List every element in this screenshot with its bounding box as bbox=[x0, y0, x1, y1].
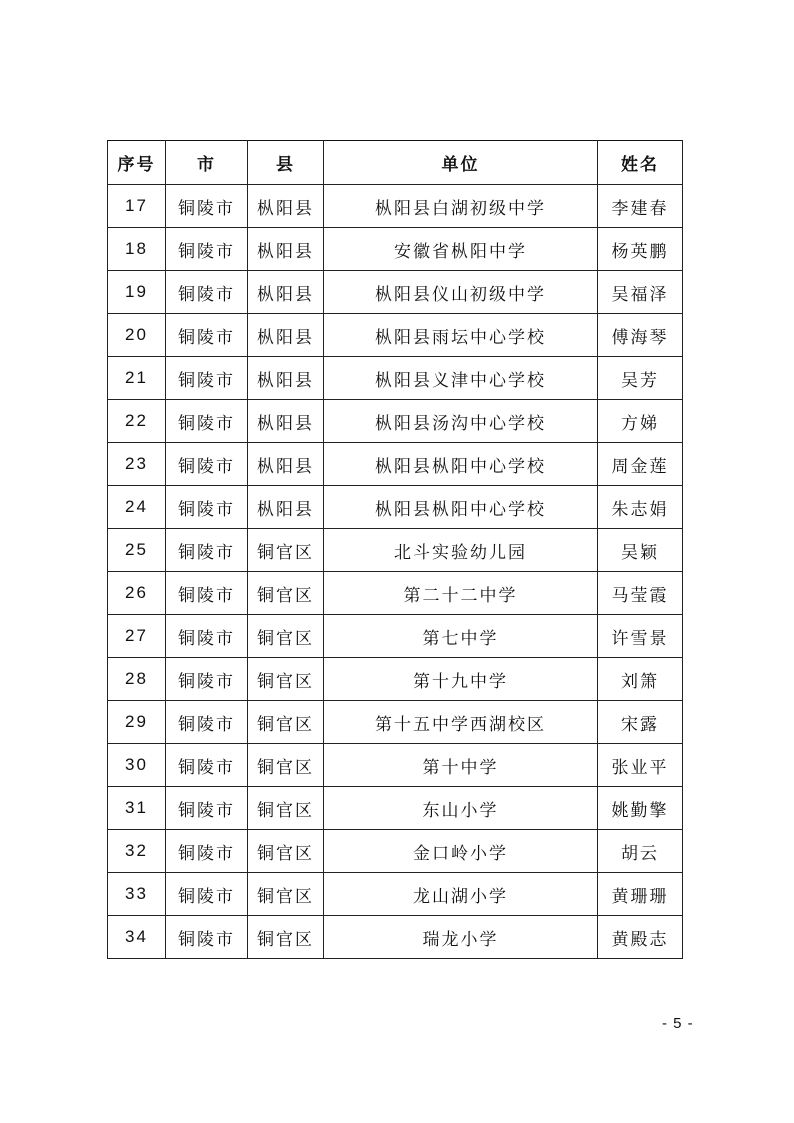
cell-city: 铜陵市 bbox=[166, 701, 248, 744]
cell-city: 铜陵市 bbox=[166, 314, 248, 357]
cell-unit: 第二十二中学 bbox=[324, 572, 598, 615]
cell-index: 19 bbox=[108, 271, 166, 314]
cell-person-name: 杨英鹏 bbox=[598, 228, 683, 271]
table-row bbox=[108, 529, 683, 572]
cell-county: 铜官区 bbox=[248, 658, 324, 701]
table-row bbox=[108, 400, 683, 443]
cell-unit: 第十五中学西湖校区 bbox=[324, 701, 598, 744]
cell-unit: 第十中学 bbox=[324, 744, 598, 787]
cell-county: 铜官区 bbox=[248, 701, 324, 744]
table-row bbox=[108, 572, 683, 615]
cell-unit: 枞阳县枞阳中心学校 bbox=[324, 486, 598, 529]
table-row bbox=[108, 916, 683, 959]
table-body bbox=[108, 185, 683, 959]
cell-unit: 枞阳县义津中心学校 bbox=[324, 357, 598, 400]
cell-city: 铜陵市 bbox=[166, 787, 248, 830]
cell-index: 34 bbox=[108, 916, 166, 959]
cell-index: 17 bbox=[108, 185, 166, 228]
table-row bbox=[108, 830, 683, 873]
cell-person-name: 胡云 bbox=[598, 830, 683, 873]
cell-city: 铜陵市 bbox=[166, 228, 248, 271]
table-row bbox=[108, 744, 683, 787]
cell-index: 23 bbox=[108, 443, 166, 486]
cell-county: 枞阳县 bbox=[248, 443, 324, 486]
cell-city: 铜陵市 bbox=[166, 916, 248, 959]
cell-unit: 枞阳县汤沟中心学校 bbox=[324, 400, 598, 443]
cell-county: 铜官区 bbox=[248, 572, 324, 615]
cell-person-name: 宋露 bbox=[598, 701, 683, 744]
cell-index: 28 bbox=[108, 658, 166, 701]
cell-person-name: 朱志娟 bbox=[598, 486, 683, 529]
cell-city: 铜陵市 bbox=[166, 271, 248, 314]
cell-index: 26 bbox=[108, 572, 166, 615]
table-header-row bbox=[108, 141, 683, 185]
cell-person-name: 吴芳 bbox=[598, 357, 683, 400]
cell-unit: 瑞龙小学 bbox=[324, 916, 598, 959]
table-row bbox=[108, 787, 683, 830]
cell-unit: 东山小学 bbox=[324, 787, 598, 830]
cell-county: 枞阳县 bbox=[248, 400, 324, 443]
cell-county: 铜官区 bbox=[248, 873, 324, 916]
cell-city: 铜陵市 bbox=[166, 830, 248, 873]
cell-person-name: 吴福泽 bbox=[598, 271, 683, 314]
table-row bbox=[108, 443, 683, 486]
table-row bbox=[108, 357, 683, 400]
table-row bbox=[108, 615, 683, 658]
cell-county: 枞阳县 bbox=[248, 185, 324, 228]
cell-person-name: 傅海琴 bbox=[598, 314, 683, 357]
cell-unit: 第十九中学 bbox=[324, 658, 598, 701]
cell-person-name: 刘箫 bbox=[598, 658, 683, 701]
cell-city: 铜陵市 bbox=[166, 615, 248, 658]
cell-unit: 枞阳县雨坛中心学校 bbox=[324, 314, 598, 357]
cell-county: 铜官区 bbox=[248, 529, 324, 572]
cell-person-name: 姚勤擎 bbox=[598, 787, 683, 830]
cell-county: 枞阳县 bbox=[248, 357, 324, 400]
cell-city: 铜陵市 bbox=[166, 873, 248, 916]
table-row bbox=[108, 228, 683, 271]
table-row bbox=[108, 658, 683, 701]
cell-index: 29 bbox=[108, 701, 166, 744]
cell-unit: 枞阳县白湖初级中学 bbox=[324, 185, 598, 228]
table-row bbox=[108, 185, 683, 228]
cell-person-name: 许雪景 bbox=[598, 615, 683, 658]
cell-index: 31 bbox=[108, 787, 166, 830]
cell-index: 25 bbox=[108, 529, 166, 572]
header-city: 市 bbox=[166, 141, 248, 185]
cell-county: 枞阳县 bbox=[248, 486, 324, 529]
cell-city: 铜陵市 bbox=[166, 572, 248, 615]
table-row bbox=[108, 314, 683, 357]
cell-city: 铜陵市 bbox=[166, 486, 248, 529]
roster-table bbox=[107, 140, 683, 959]
cell-unit: 枞阳县枞阳中心学校 bbox=[324, 443, 598, 486]
cell-person-name: 吴颖 bbox=[598, 529, 683, 572]
cell-county: 铜官区 bbox=[248, 744, 324, 787]
table-row bbox=[108, 701, 683, 744]
header-county: 县 bbox=[248, 141, 324, 185]
header-index: 序号 bbox=[108, 141, 166, 185]
cell-index: 33 bbox=[108, 873, 166, 916]
cell-city: 铜陵市 bbox=[166, 443, 248, 486]
cell-unit: 安徽省枞阳中学 bbox=[324, 228, 598, 271]
cell-index: 24 bbox=[108, 486, 166, 529]
cell-index: 22 bbox=[108, 400, 166, 443]
table-row bbox=[108, 271, 683, 314]
cell-city: 铜陵市 bbox=[166, 529, 248, 572]
cell-unit: 第七中学 bbox=[324, 615, 598, 658]
cell-city: 铜陵市 bbox=[166, 400, 248, 443]
cell-index: 21 bbox=[108, 357, 166, 400]
header-name: 姓名 bbox=[598, 141, 683, 185]
cell-city: 铜陵市 bbox=[166, 658, 248, 701]
page-number: - 5 - bbox=[662, 1015, 694, 1032]
table-row bbox=[108, 486, 683, 529]
cell-unit: 枞阳县仪山初级中学 bbox=[324, 271, 598, 314]
cell-index: 30 bbox=[108, 744, 166, 787]
cell-person-name: 方娣 bbox=[598, 400, 683, 443]
cell-county: 枞阳县 bbox=[248, 271, 324, 314]
cell-person-name: 李建春 bbox=[598, 185, 683, 228]
cell-city: 铜陵市 bbox=[166, 357, 248, 400]
cell-index: 32 bbox=[108, 830, 166, 873]
cell-index: 27 bbox=[108, 615, 166, 658]
cell-index: 18 bbox=[108, 228, 166, 271]
cell-person-name: 黄珊珊 bbox=[598, 873, 683, 916]
cell-county: 铜官区 bbox=[248, 787, 324, 830]
cell-county: 铜官区 bbox=[248, 916, 324, 959]
cell-county: 铜官区 bbox=[248, 830, 324, 873]
cell-county: 枞阳县 bbox=[248, 314, 324, 357]
cell-county: 枞阳县 bbox=[248, 228, 324, 271]
cell-index: 20 bbox=[108, 314, 166, 357]
cell-person-name: 周金莲 bbox=[598, 443, 683, 486]
cell-person-name: 马莹霞 bbox=[598, 572, 683, 615]
cell-unit: 龙山湖小学 bbox=[324, 873, 598, 916]
cell-person-name: 张业平 bbox=[598, 744, 683, 787]
cell-county: 铜官区 bbox=[248, 615, 324, 658]
table-row bbox=[108, 873, 683, 916]
cell-person-name: 黄殿志 bbox=[598, 916, 683, 959]
cell-unit: 北斗实验幼儿园 bbox=[324, 529, 598, 572]
cell-unit: 金口岭小学 bbox=[324, 830, 598, 873]
cell-city: 铜陵市 bbox=[166, 185, 248, 228]
cell-city: 铜陵市 bbox=[166, 744, 248, 787]
header-unit: 单位 bbox=[324, 141, 598, 185]
